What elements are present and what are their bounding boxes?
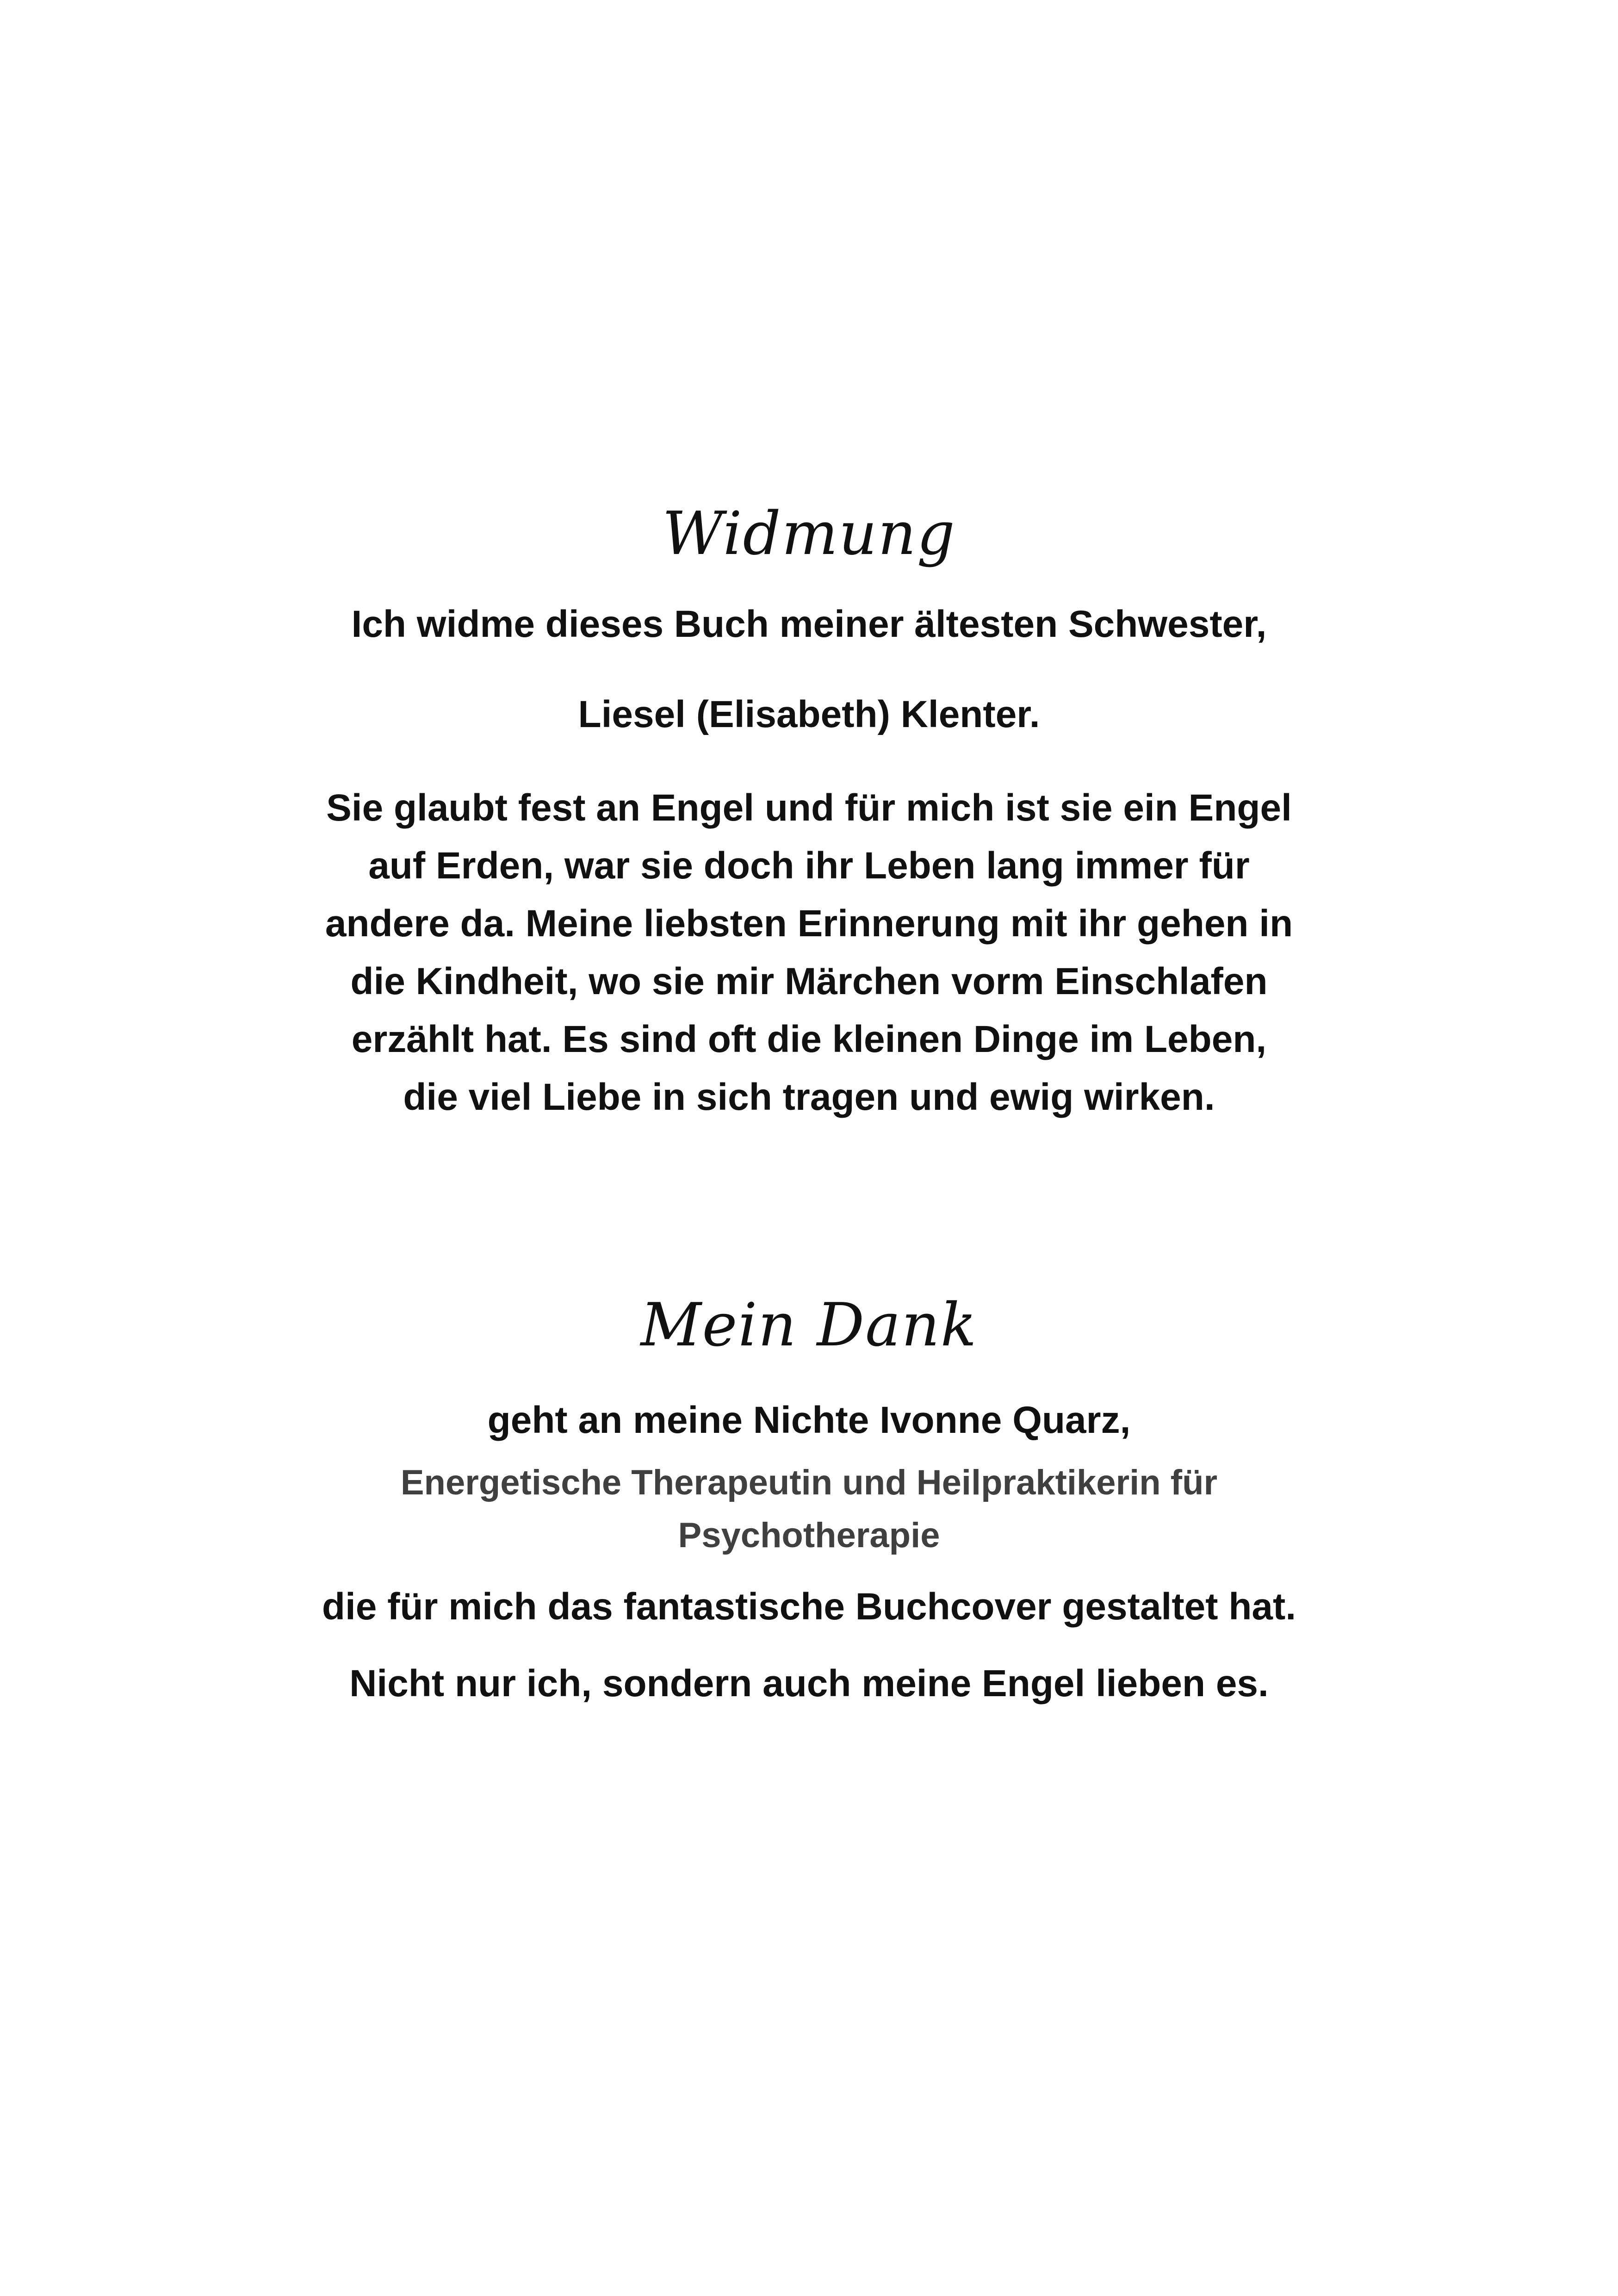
thanks-line-2: die für mich das fantastische Buchcover gestaltet hat. [322,1586,1296,1628]
dedication-paragraph-line: die Kindheit, wo sie mir Märchen vorm Einschlafen [350,960,1268,1002]
thanks-line-3: Nicht nur ich, sondern auch meine Engel lieben es. [349,1662,1269,1705]
thanks-section [0,1291,1618,1705]
dedication-paragraph-line: andere da. Meine liebsten Erinnerung mit ihr gehen in [325,902,1293,945]
dedication-paragraph [0,779,1618,1126]
dedication-heading: Widmung [662,499,956,568]
thanks-heading: Mein Dank [640,1291,978,1360]
dedication-paragraph-line: Sie glaubt fest an Engel und für mich ist sie ein Engel [326,787,1292,829]
dedication-paragraph-line: erzählt hat. Es sind oft die kleinen Dinge im Leben, [351,1018,1267,1060]
dedication-paragraph-line: die viel Liebe in sich tragen und ewig wirken. [403,1076,1215,1118]
thanks-subtitle-line-2: Psychotherapie [678,1515,940,1555]
thanks-line-1: geht an meine Nichte Ivonne Quarz, [487,1399,1131,1441]
dedication-line-2: Liesel (Elisabeth) Klenter. [578,693,1040,735]
dedication-line-1: Ich widme dieses Buch meiner ältesten Schwester, [351,603,1267,645]
thanks-subtitle-line-1: Energetische Therapeutin und Heilpraktikerin für [400,1463,1218,1502]
dedication-paragraph-line: auf Erden, war sie doch ihr Leben lang immer für [368,845,1250,887]
dedication-section [0,499,1618,1126]
